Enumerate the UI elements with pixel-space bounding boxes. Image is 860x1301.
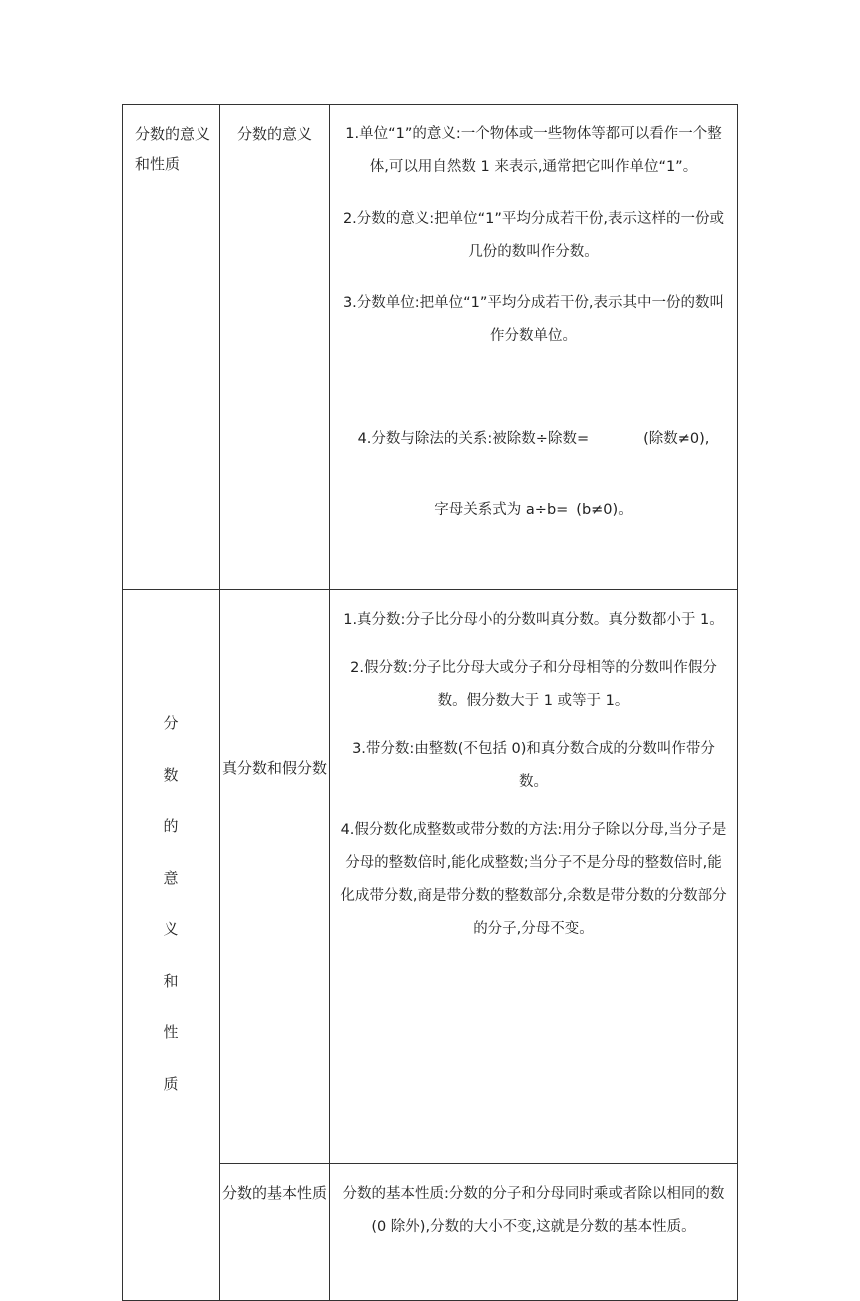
- subtopic-label: 真分数和假分数: [221, 759, 327, 777]
- item5-text: 字母关系式为 a÷b=: [434, 502, 569, 518]
- content-item: 1.真分数:分子比分母小的分数叫真分数。真分数都小于 1。: [343, 612, 724, 628]
- subtopic-label: 分数的基本性质: [221, 1184, 327, 1202]
- knowledge-table: [122, 104, 738, 1301]
- item4-text: 4.分数与除法的关系:被除数÷除数=: [357, 431, 590, 447]
- category-label: 分数的意义和性质: [135, 125, 211, 173]
- category-char: 性: [163, 1023, 179, 1041]
- category-char: 义: [163, 920, 179, 938]
- content-item: 分数的基本性质:分数的分子和分母同时乘或者除以相同的数(0 除外),分数的大小不变,这就是分数的基本性质。: [342, 1186, 725, 1235]
- category-char: 意: [163, 868, 179, 887]
- content-item: 3.带分数:由整数(不包括 0)和真分数合成的分数叫作带分数。: [352, 741, 715, 790]
- content-item: 3.分数单位:把单位“1”平均分成若干份,表示其中一份的数叫作分数单位。: [342, 295, 725, 344]
- content-item: 4.假分数化成整数或带分数的方法:用分子除以分母,当分子是分母的整数倍时,能化成整数;当分子不是分母的整数倍时,能化成带分数,商是带分数的整数部分,余数是带分数的分数部分的分子,分母不变。: [340, 822, 727, 937]
- category-cell: [123, 105, 220, 590]
- category-char: 和: [163, 971, 179, 990]
- item5-condition: (b≠0)。: [576, 502, 633, 518]
- item4-condition: (除数≠0),: [643, 431, 710, 447]
- vertical-category-label: [123, 590, 219, 1110]
- content-item: [330, 494, 737, 527]
- content-cell: [330, 105, 738, 590]
- category-char: 质: [163, 1074, 179, 1093]
- subtopic-label: 分数的意义: [236, 125, 312, 143]
- subtopic-cell: [220, 105, 330, 590]
- category-char: 数: [163, 765, 179, 784]
- table-row: [123, 105, 738, 590]
- table-row: [123, 590, 738, 1164]
- content-item: 1.单位“1”的意义:一个物体或一些物体等都可以看作一个整体,可以用自然数 1 来表示,通常把它叫作单位“1”。: [345, 126, 722, 175]
- content-cell: [330, 1164, 738, 1301]
- subtopic-cell: [220, 590, 330, 1164]
- category-char: 的: [163, 817, 179, 835]
- subtopic-cell: [220, 1164, 330, 1301]
- category-char: 分: [163, 714, 179, 732]
- category-cell-vertical: [123, 590, 220, 1301]
- content-item: 2.分数的意义:把单位“1”平均分成若干份,表示这样的一份或几份的数叫作分数。: [342, 211, 725, 260]
- content-item: [330, 423, 737, 456]
- content-item: 2.假分数:分子比分母大或分子和分母相等的分数叫作假分数。假分数大于 1 或等于 1。: [350, 660, 717, 709]
- content-cell: [330, 590, 738, 1164]
